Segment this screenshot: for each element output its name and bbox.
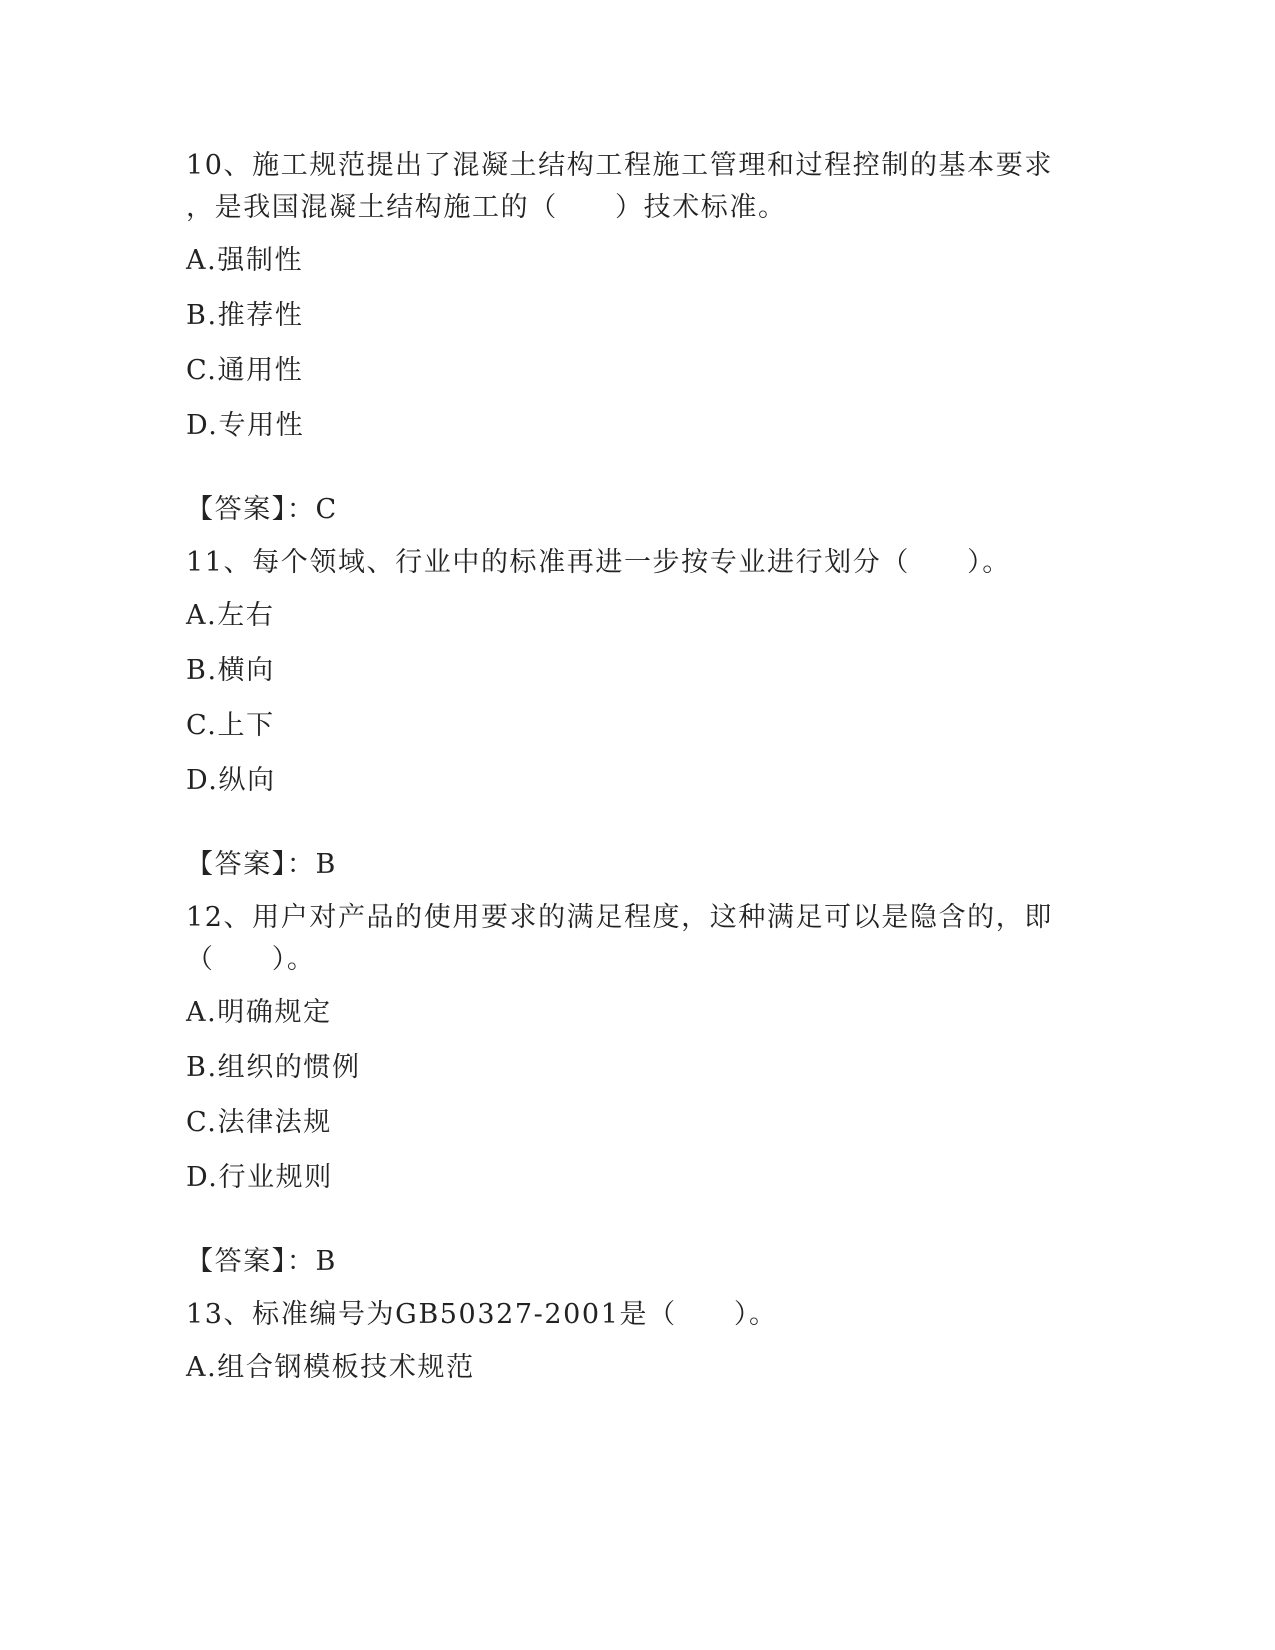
question-line: （ ）。 [186,944,316,975]
question-line: 11、每个领域、行业中的标准再进一步按专业进行划分（ ）。 [186,547,1011,578]
question-13 [186,1294,1066,1389]
question-text [186,542,1066,584]
option-c: C.通用性 [186,355,304,386]
option-b: B.组织的惯例 [186,1052,361,1083]
question-line: 13、标准编号为GB50327-2001是（ ）。 [186,1299,778,1330]
answer: 【答案】：B [186,849,337,880]
question-line: 12、用户对产品的使用要求的满足程度，这种满足可以是隐含的，即 [186,902,1053,933]
document-page [186,145,1066,1402]
option-d: D.专用性 [186,410,305,441]
question-text [186,1294,1066,1336]
question-10 [186,145,1066,531]
option-c: C.上下 [186,710,275,741]
question-text [186,897,1066,981]
option-c: C.法律法规 [186,1107,332,1138]
option-d: D.行业规则 [186,1162,333,1193]
answer: 【答案】：B [186,1246,337,1277]
question-text [186,145,1066,229]
option-a: A.强制性 [186,245,304,276]
option-b: B.推荐性 [186,300,304,331]
question-12 [186,897,1066,1283]
option-b: B.横向 [186,655,275,686]
question-11 [186,542,1066,886]
option-a: A.组合钢模板技术规范 [186,1352,475,1383]
option-a: A.左右 [186,600,275,631]
question-line: ，是我国混凝土结构施工的（ ）技术标准。 [186,192,787,223]
question-line: 10、施工规范提出了混凝土结构工程施工管理和过程控制的基本要求 [186,150,1053,181]
option-d: D.纵向 [186,765,276,796]
option-a: A.明确规定 [186,997,332,1028]
answer: 【答案】：C [186,494,338,525]
